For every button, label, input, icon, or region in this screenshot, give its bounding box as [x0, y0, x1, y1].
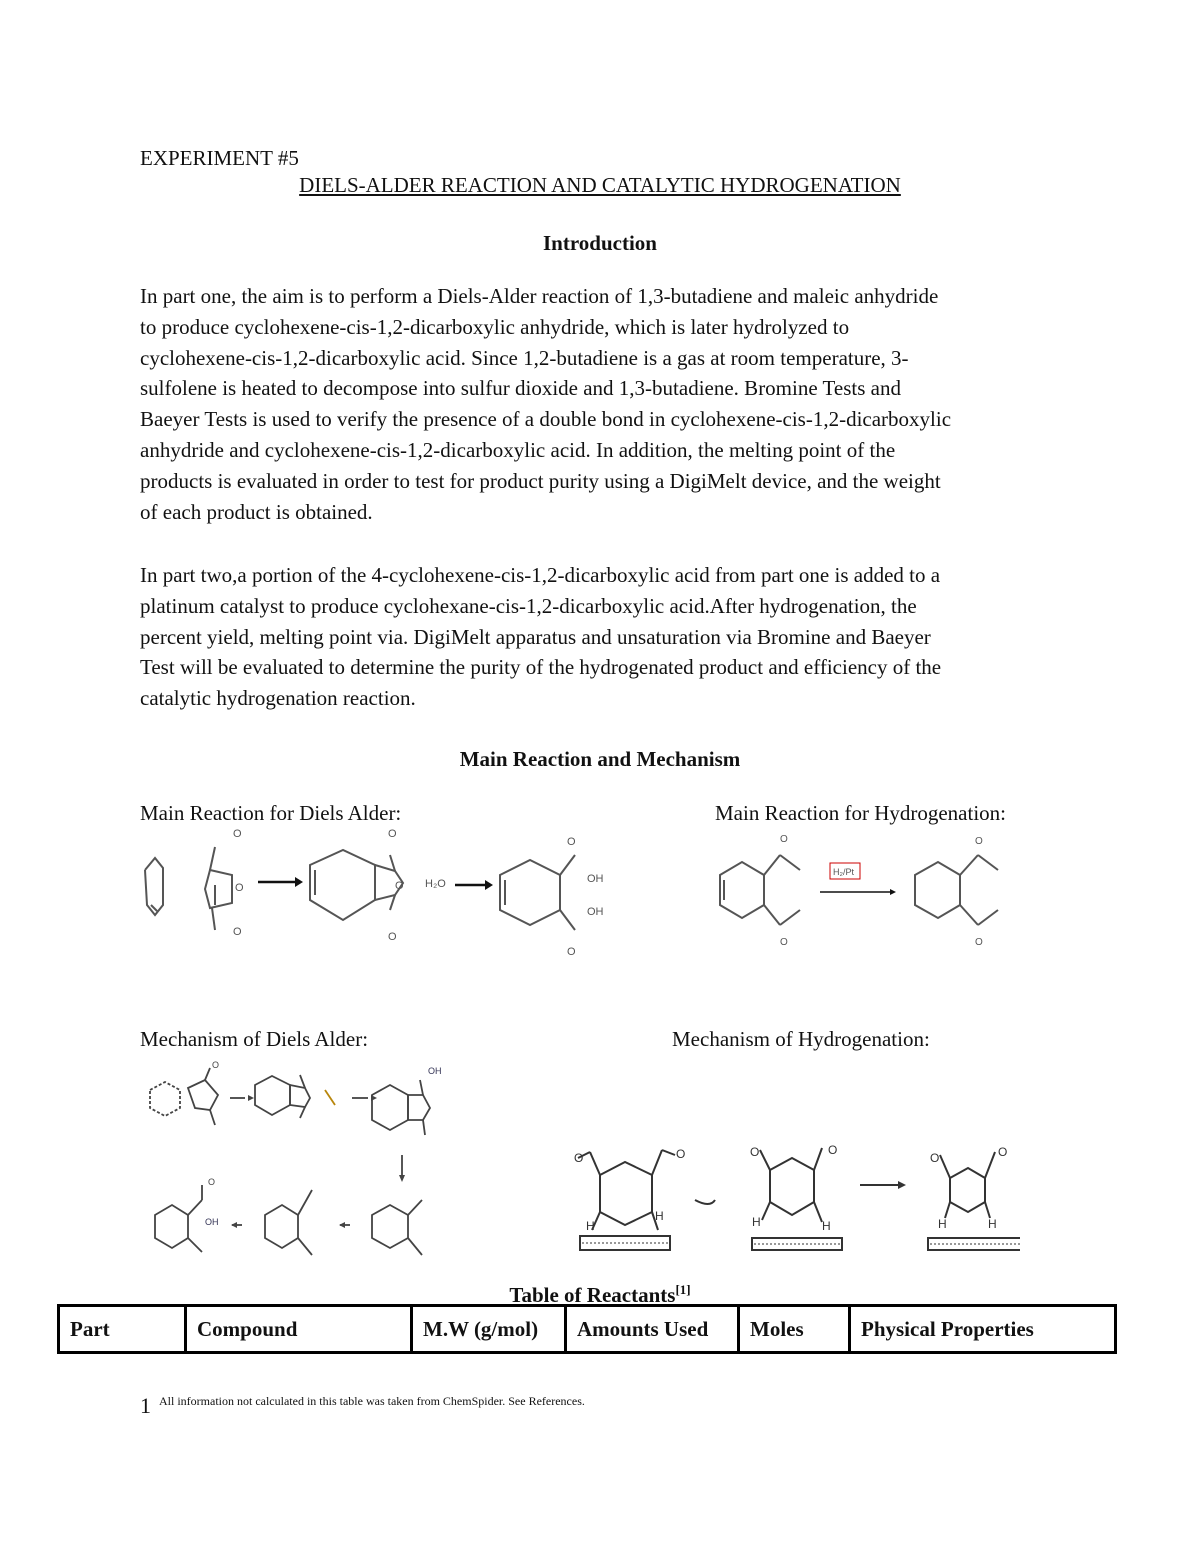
main-da-label: Main Reaction for Diels Alder:	[140, 801, 402, 825]
header-physical-properties: Physical Properties	[850, 1306, 1116, 1353]
main-h-label: Main Reaction for Hydrogenation:	[715, 801, 1007, 825]
svg-text:O: O	[235, 882, 244, 894]
footnote	[140, 1385, 585, 1418]
svg-text:H: H	[822, 1219, 831, 1233]
svg-text:O: O	[395, 880, 404, 892]
svg-text:OH: OH	[428, 1066, 442, 1076]
table-title: Table of Reactants[1]	[509, 1282, 691, 1307]
svg-text:O: O	[930, 1151, 940, 1165]
reactants-table	[57, 1304, 1117, 1354]
document-title: DIELS-ALDER REACTION AND CATALYTIC HYDROGENATION	[299, 173, 901, 197]
svg-text:O: O	[567, 946, 576, 958]
svg-text:O: O	[975, 836, 983, 847]
svg-text:O: O	[998, 1145, 1008, 1159]
o-label: O	[233, 828, 242, 840]
svg-text:O: O	[208, 1177, 216, 1187]
experiment-number: EXPERIMENT #5	[140, 146, 299, 170]
diels-alder-mechanism	[140, 1060, 460, 1270]
svg-text:O: O	[567, 836, 576, 848]
svg-text:O: O	[388, 828, 397, 840]
h-label: H	[586, 1219, 595, 1233]
h2pt-label: H₂/Pt	[833, 867, 854, 877]
svg-text:O: O	[676, 1147, 686, 1161]
svg-text:H: H	[655, 1209, 664, 1223]
header-compound: Compound	[186, 1306, 412, 1353]
header-amounts-used: Amounts Used	[566, 1306, 739, 1353]
intro-heading: Introduction	[543, 231, 657, 255]
oh-label: OH	[587, 873, 604, 885]
svg-text:O: O	[780, 834, 788, 845]
svg-text:O: O	[388, 931, 397, 943]
header-moles: Moles	[739, 1306, 850, 1353]
svg-text:O: O	[212, 1060, 220, 1070]
hydrogenation-main-reaction	[710, 830, 1005, 955]
mechanism-heading: Main Reaction and Mechanism	[459, 747, 741, 771]
svg-text:O: O	[574, 1151, 584, 1165]
svg-text:OH: OH	[587, 906, 604, 918]
svg-text:OH: OH	[205, 1217, 219, 1227]
svg-text:O: O	[233, 926, 242, 938]
footnote-number: 1	[140, 1393, 151, 1418]
diels-alder-main-reaction	[135, 825, 615, 960]
h2o-label: H₂O	[425, 878, 446, 890]
table-header-row	[59, 1306, 1116, 1353]
mech-da-label: Mechanism of Diels Alder:	[140, 1027, 369, 1051]
svg-text:O: O	[975, 937, 983, 948]
svg-text:O: O	[828, 1143, 838, 1157]
svg-text:H: H	[988, 1217, 997, 1231]
intro-paragraph-1: In part one, the aim is to perform a Diels-Alder reaction of 1,3-butadiene and maleic anhydride to produce cyclohexene-cis-1,2-dicarboxylic anhydride, which is later hydrolyzed to cyclohexene-cis-1,2-dicarboxylic acid. Since 1,2-butadiene is a gas at room temperature, 3- sulfolene is heated to decompose into sulfur dioxide and 1,3-butadiene. Bromine Tests and Baeyer Tests is used to verify the presence of a double bond in cyclohexene-cis-1,2-dicarboxylic anhydride and cyclohexene-cis-1,2-dicarboxylic acid. In addition, the melting point of the products is evaluated in order to test for product purity using a DigiMelt device, and the weight of each product is obtained.	[140, 284, 952, 524]
table-reference: [1]	[675, 1282, 691, 1297]
mech-h-label: Mechanism of Hydrogenation:	[672, 1027, 930, 1051]
header-mw: M.W (g/mol)	[412, 1306, 566, 1353]
footnote-text: All information not calculated in this table was taken from ChemSpider. See References.	[159, 1394, 585, 1408]
intro-paragraph-2: In part two,a portion of the 4-cyclohexene-cis-1,2-dicarboxylic acid from part one is added to a platinum catalyst to produce cyclohexane-cis-1,2-dicarboxylic acid.After hydrogenation, the percent yield, melting point via. DigiMelt apparatus and unsaturation via Bromine and Baeyer Test will be evaluated to determine the purity of the hydrogenated product and efficiency of the catalytic hydrogenation reaction.	[140, 563, 942, 711]
header-part: Part	[59, 1306, 186, 1353]
svg-text:O: O	[750, 1145, 760, 1159]
svg-text:H: H	[752, 1215, 761, 1229]
hydrogenation-mechanism	[570, 1130, 1020, 1260]
svg-text:O: O	[780, 937, 788, 948]
svg-text:H: H	[938, 1217, 947, 1231]
